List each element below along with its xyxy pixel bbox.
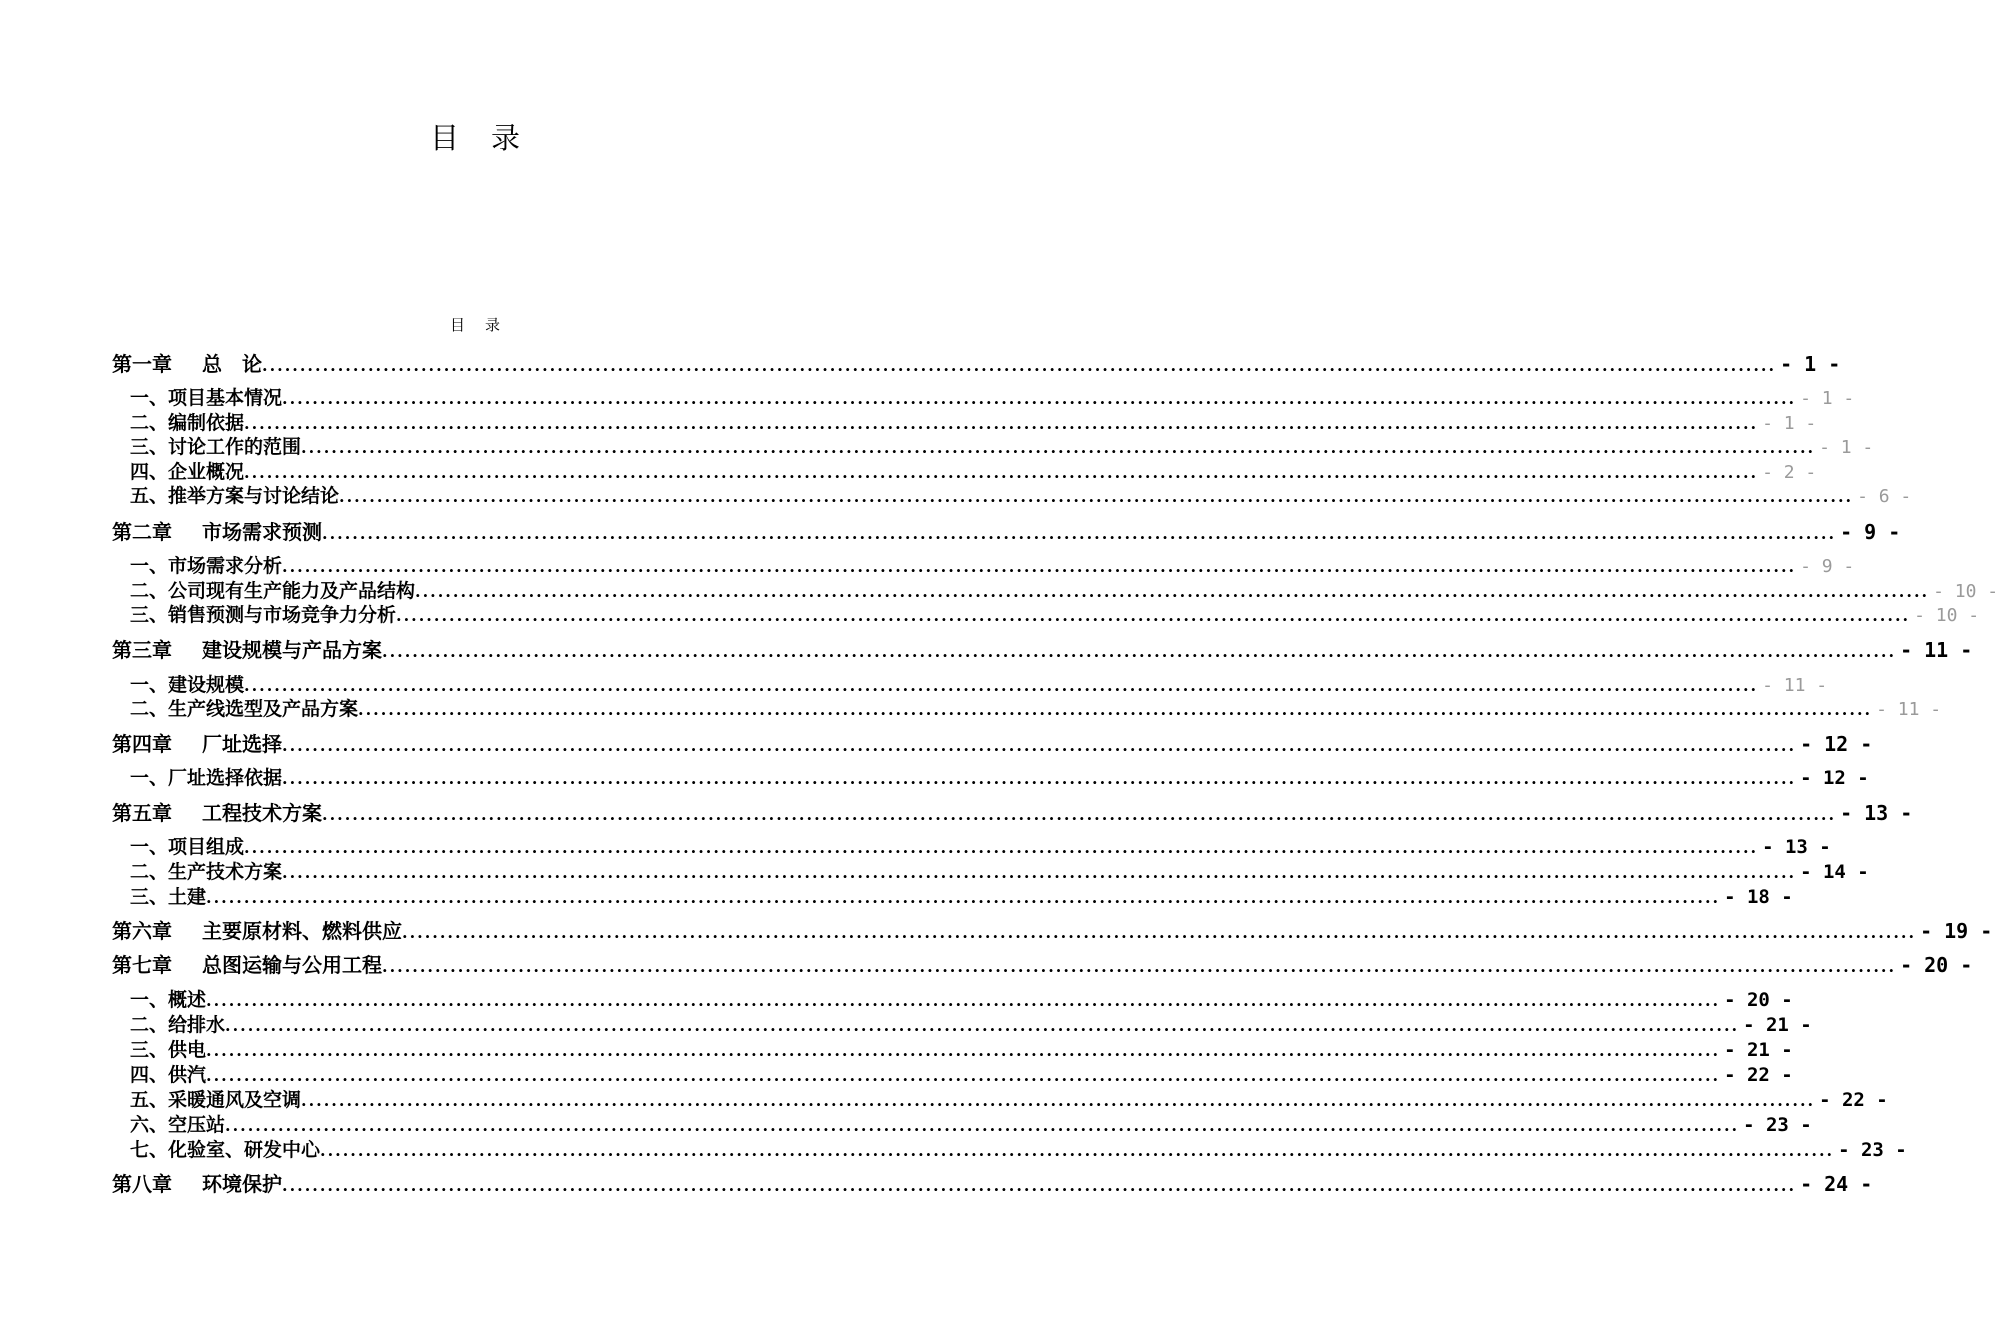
toc-chapter-number: 第四章	[112, 732, 172, 756]
toc-page-number: - 21 -	[1724, 1039, 1793, 1061]
toc-section-entry[interactable]	[112, 834, 1831, 860]
toc-dot-leader: ........................................................................................................................................................................................................	[225, 1116, 1740, 1135]
toc-dot-leader: ........................................................................................................................................................................................................	[282, 557, 1797, 576]
toc-dot-leader: ........................................................................................................................................................................................................	[282, 863, 1797, 882]
toc-entry-label	[112, 952, 382, 978]
toc-dot-leader: ........................................................................................................................................................................................................	[206, 1041, 1721, 1060]
toc-entry-label	[112, 800, 322, 826]
toc-chapter-entry[interactable]	[112, 637, 1973, 663]
toc-entry-label: 三、销售预测与市场竞争力分析	[130, 604, 397, 626]
toc-dot-leader: ........................................................................................................................................................................................................	[301, 1091, 1816, 1110]
toc-dot-leader: ........................................................................................................................................................................................................	[415, 582, 1930, 601]
toc-dot-leader: ........................................................................................................................................................................................................	[282, 1176, 1797, 1195]
toc-page-number: - 12 -	[1800, 767, 1869, 789]
toc-entry-label: 二、公司现有生产能力及产品结构	[130, 580, 416, 602]
toc-chapter-entry[interactable]	[112, 519, 1901, 545]
toc-dot-leader: ........................................................................................................................................................................................................	[382, 642, 1897, 661]
toc-entry-label	[112, 519, 322, 545]
toc-entry-label: 二、生产技术方案	[130, 861, 283, 883]
toc-page-number: - 1 -	[1762, 413, 1817, 434]
toc-dot-leader: ........................................................................................................................................................................................................	[301, 438, 1816, 457]
toc-entry-label: 三、供电	[130, 1039, 207, 1061]
table-of-contents	[112, 0, 1998, 1344]
toc-chapter-entry[interactable]	[112, 800, 1913, 826]
toc-chapter-number: 第三章	[112, 638, 172, 662]
toc-entry-label: 一、建设规模	[130, 674, 245, 696]
toc-chapter-number: 第五章	[112, 801, 172, 825]
page-title: 目录	[429, 121, 552, 155]
toc-section-entry[interactable]	[112, 459, 1817, 485]
toc-chapter-entry[interactable]	[112, 731, 1873, 757]
toc-chapter-number: 第二章	[112, 520, 172, 544]
toc-entry-label	[112, 918, 402, 944]
toc-section-entry[interactable]	[112, 765, 1869, 791]
toc-chapter-title: 市场需求预测	[202, 520, 322, 544]
toc-section-entry[interactable]	[112, 1062, 1793, 1088]
toc-entry-label: 六、空压站	[130, 1114, 226, 1136]
toc-dot-leader: ........................................................................................................................................................................................................	[322, 805, 1837, 824]
toc-chapter-number: 第七章	[112, 953, 172, 977]
toc-page-number: - 1 -	[1780, 352, 1841, 376]
toc-page-number: - 14 -	[1800, 861, 1869, 883]
toc-entry-label: 二、给排水	[130, 1014, 226, 1036]
toc-entry-label	[112, 637, 382, 663]
toc-chapter-title: 总图运输与公用工程	[202, 953, 382, 977]
toc-entry-label: 五、采暖通风及空调	[130, 1089, 302, 1111]
toc-dot-leader: ........................................................................................................................................................................................................	[206, 991, 1721, 1010]
toc-entry-label: 三、讨论工作的范围	[130, 436, 302, 458]
toc-page-number: - 9 -	[1840, 520, 1901, 544]
toc-dot-leader: ........................................................................................................................................................................................................	[396, 606, 1911, 625]
toc-section-entry[interactable]	[112, 483, 1912, 509]
toc-section-entry[interactable]	[112, 1037, 1793, 1063]
toc-section-entry[interactable]	[112, 1137, 1907, 1163]
toc-page-number: - 11 -	[1876, 699, 1942, 720]
toc-entry-label: 七、化验室、研发中心	[130, 1139, 321, 1161]
toc-dot-leader: ........................................................................................................................................................................................................	[322, 524, 1837, 543]
toc-dot-leader: ........................................................................................................................................................................................................	[262, 356, 1777, 375]
toc-entry-label: 一、市场需求分析	[130, 555, 283, 577]
toc-dot-leader: ........................................................................................................................................................................................................	[206, 888, 1721, 907]
toc-section-entry[interactable]	[112, 696, 1942, 722]
toc-section-entry[interactable]	[112, 434, 1874, 460]
toc-page-number: - 1 -	[1800, 388, 1855, 409]
toc-chapter-entry[interactable]	[112, 952, 1973, 978]
toc-page-number: - 23 -	[1743, 1114, 1812, 1136]
toc-chapter-entry[interactable]	[112, 1171, 1873, 1197]
toc-chapter-number: 第六章	[112, 919, 172, 943]
toc-chapter-title: 厂址选择	[202, 732, 282, 756]
toc-section-entry[interactable]	[112, 385, 1855, 411]
toc-page-number: - 18 -	[1724, 886, 1793, 908]
toc-dot-leader: ........................................................................................................................................................................................................	[244, 676, 1759, 695]
toc-subtitle: 目录	[449, 316, 520, 334]
toc-dot-leader: ........................................................................................................................................................................................................	[244, 463, 1759, 482]
toc-dot-leader: ........................................................................................................................................................................................................	[244, 838, 1759, 857]
toc-section-entry[interactable]	[112, 672, 1828, 698]
toc-page-number: - 1 -	[1819, 437, 1874, 458]
toc-section-entry[interactable]	[112, 553, 1855, 579]
toc-chapter-entry[interactable]	[112, 351, 1841, 377]
toc-entry-label: 一、概述	[130, 989, 207, 1011]
toc-section-entry[interactable]	[112, 1012, 1812, 1038]
toc-chapter-entry[interactable]	[112, 918, 1993, 944]
toc-dot-leader: ........................................................................................................................................................................................................	[320, 1141, 1835, 1160]
toc-page-number: - 23 -	[1838, 1139, 1907, 1161]
toc-page-number: - 11 -	[1762, 675, 1828, 696]
toc-entry-label: 一、项目组成	[130, 836, 245, 858]
toc-chapter-title: 总 论	[202, 352, 262, 376]
toc-page-number: - 6 -	[1857, 486, 1912, 507]
toc-section-entry[interactable]	[112, 578, 1998, 604]
toc-page-number: - 21 -	[1743, 1014, 1812, 1036]
toc-chapter-title: 工程技术方案	[202, 801, 322, 825]
toc-page-number: - 9 -	[1800, 556, 1855, 577]
toc-section-entry[interactable]	[112, 410, 1817, 436]
toc-entry-label: 一、厂址选择依据	[130, 767, 283, 789]
toc-entry-label	[112, 1171, 282, 1197]
toc-entry-label	[112, 731, 282, 757]
toc-page-number: - 2 -	[1762, 462, 1817, 483]
toc-dot-leader: ........................................................................................................................................................................................................	[206, 1066, 1721, 1085]
toc-page-number: - 10 -	[1933, 581, 1998, 602]
toc-chapter-number: 第一章	[112, 352, 172, 376]
toc-section-entry[interactable]	[112, 987, 1793, 1013]
toc-section-entry[interactable]	[112, 602, 1980, 628]
toc-entry-label: 四、企业概况	[130, 461, 245, 483]
toc-page-number: - 13 -	[1840, 801, 1913, 825]
toc-dot-leader: ........................................................................................................................................................................................................	[282, 389, 1797, 408]
toc-dot-leader: ........................................................................................................................................................................................................	[244, 414, 1759, 433]
toc-dot-leader: ........................................................................................................................................................................................................	[402, 923, 1917, 942]
toc-page-number: - 13 -	[1762, 836, 1831, 858]
toc-section-entry[interactable]	[112, 859, 1869, 885]
toc-dot-leader: ........................................................................................................................................................................................................	[282, 769, 1797, 788]
toc-page-number: - 11 -	[1900, 638, 1973, 662]
toc-entry-label: 一、项目基本情况	[130, 387, 283, 409]
toc-entry-label: 二、编制依据	[130, 412, 245, 434]
toc-chapter-title: 环境保护	[202, 1172, 282, 1196]
toc-page-number: - 20 -	[1900, 953, 1973, 977]
toc-dot-leader: ........................................................................................................................................................................................................	[282, 736, 1797, 755]
toc-entry-label: 二、生产线选型及产品方案	[130, 698, 359, 720]
toc-entry-label	[112, 351, 262, 377]
toc-entry-label: 三、土建	[130, 886, 207, 908]
toc-dot-leader: ........................................................................................................................................................................................................	[382, 957, 1897, 976]
toc-dot-leader: ........................................................................................................................................................................................................	[225, 1016, 1740, 1035]
toc-entry-label: 五、推举方案与讨论结论	[130, 485, 340, 507]
toc-page-number: - 24 -	[1800, 1172, 1873, 1196]
toc-section-entry[interactable]	[112, 1112, 1812, 1138]
toc-page-number: - 19 -	[1920, 919, 1993, 943]
toc-chapter-title: 建设规模与产品方案	[202, 638, 382, 662]
toc-section-entry[interactable]	[112, 1087, 1888, 1113]
toc-dot-leader: ........................................................................................................................................................................................................	[358, 700, 1873, 719]
toc-section-entry[interactable]	[112, 884, 1793, 910]
toc-page-number: - 22 -	[1724, 1064, 1793, 1086]
toc-page-number: - 12 -	[1800, 732, 1873, 756]
toc-page-number: - 20 -	[1724, 989, 1793, 1011]
toc-entry-label: 四、供汽	[130, 1064, 207, 1086]
toc-chapter-number: 第八章	[112, 1172, 172, 1196]
toc-page-number: - 22 -	[1819, 1089, 1888, 1111]
toc-page-number: - 10 -	[1914, 605, 1980, 626]
toc-chapter-title: 主要原材料、燃料供应	[202, 919, 402, 943]
toc-dot-leader: ........................................................................................................................................................................................................	[339, 487, 1854, 506]
